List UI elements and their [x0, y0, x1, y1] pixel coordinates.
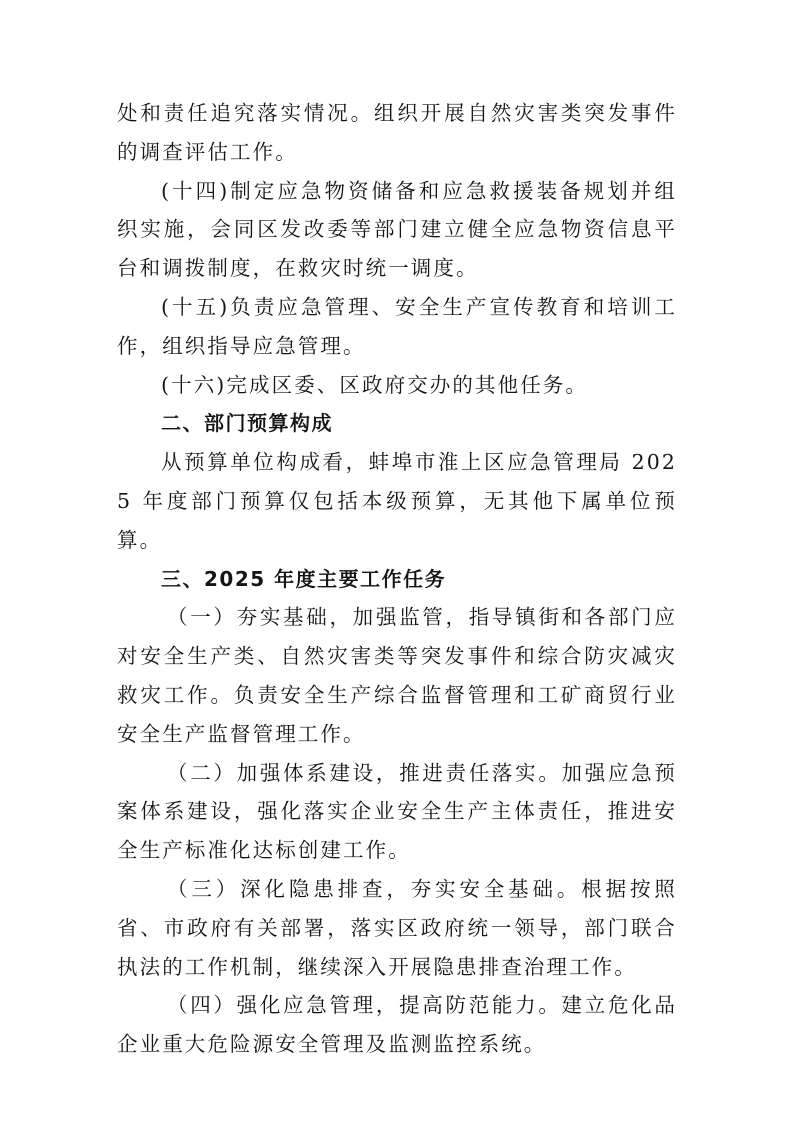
paragraph-continued: 处和责任追究落实情况。组织开展自然灾害类突发事件的调查评估工作。 [117, 101, 677, 164]
document-body [117, 94, 677, 1064]
section-heading-budget-structure: 二、部门预算构成 [161, 411, 333, 436]
paragraph-item-15: (十五)负责应急管理、安全生产宣传教育和培训工作，组织指导应急管理。 [117, 294, 677, 358]
paragraph-task-2: （二）加强体系建设，推进责任落实。加强应急预案体系建设，强化落实企业安全生产主体责任，推进安全生产标准化达标创建工作。 [117, 760, 677, 863]
paragraph-item-14: (十四)制定应急物资储备和应急救援装备规划并组织实施，会同区发改委等部门建立健全应急物资信息平台和调拨制度，在救灾时统一调度。 [117, 178, 677, 281]
paragraph-task-1: （一）夯实基础，加强监管，指导镇街和各部门应对安全生产类、自然灾害类等突发事件和综合防灾减灾救灾工作。负责安全生产综合监督管理和工矿商贸行业安全生产监督管理工作。 [117, 605, 677, 746]
paragraph-item-16: (十六)完成区委、区政府交办的其他任务。 [161, 372, 588, 397]
paragraph-task-3: （三）深化隐患排查，夯实安全基础。根据按照省、市政府有关部署，落实区政府统一领导，部门联合执法的工作机制，继续深入开展隐患排查治理工作。 [117, 876, 677, 979]
paragraph-task-4: （四）强化应急管理，提高防范能力。建立危化品企业重大危险源安全管理及监测监控系统。 [117, 993, 677, 1057]
section-heading-main-tasks: 三、2025 年度主要工作任务 [161, 566, 447, 591]
paragraph-budget-structure: 从预算单位构成看，蚌埠市淮上区应急管理局 2025 年度部门预算仅包括本级预算，无其他下属单位预算。 [117, 450, 677, 552]
